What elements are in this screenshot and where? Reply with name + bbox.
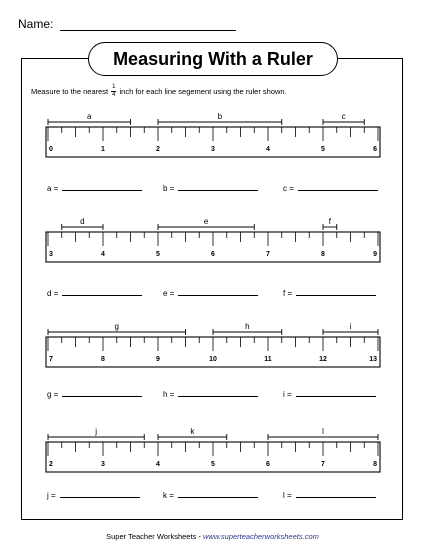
ruler-number: 5: [156, 251, 160, 258]
ruler-number: 12: [319, 356, 327, 363]
ruler-number: 3: [101, 461, 105, 468]
answer-field[interactable]: [47, 388, 142, 399]
answer-blank[interactable]: [178, 287, 258, 296]
answer-blank[interactable]: [296, 489, 376, 498]
segment-label: e: [203, 217, 209, 226]
answer-blank[interactable]: [62, 182, 142, 191]
ruler-number: 2: [49, 461, 53, 468]
ruler-number: 4: [156, 461, 160, 468]
answer-field[interactable]: [283, 388, 376, 399]
name-label: Name:: [18, 17, 54, 31]
ruler-number: 5: [211, 461, 215, 468]
answer-label: d =: [47, 289, 59, 298]
ruler-number: 13: [369, 356, 377, 363]
answer-blank[interactable]: [296, 388, 376, 397]
ruler-number: 3: [211, 146, 215, 153]
ruler-number: 8: [101, 356, 105, 363]
segment-label: h: [245, 322, 250, 331]
segment-label: k: [190, 427, 195, 436]
ruler-number: 6: [211, 251, 215, 258]
answer-field[interactable]: [47, 287, 142, 298]
ruler-number: 4: [266, 146, 270, 153]
fraction-denominator: 4: [112, 92, 116, 98]
footer: [0, 532, 425, 541]
ruler-number: 7: [266, 251, 270, 258]
answer-blank[interactable]: [62, 388, 142, 397]
segment-label: i: [349, 322, 352, 331]
page-title: Measuring With a Ruler: [113, 48, 313, 69]
answer-label: a =: [47, 184, 59, 193]
ruler-number: 3: [49, 251, 53, 258]
answer-field[interactable]: [283, 489, 376, 500]
answer-label: f =: [283, 289, 293, 298]
footer-url[interactable]: www.superteacherworksheets.com: [202, 532, 319, 541]
answer-label: h =: [163, 390, 175, 399]
answer-field[interactable]: [283, 287, 376, 298]
ruler-number: 8: [321, 251, 325, 258]
ruler-number: 9: [156, 356, 160, 363]
answer-label: k =: [163, 491, 174, 500]
answer-label: b =: [163, 184, 175, 193]
answer-blank[interactable]: [178, 182, 258, 191]
fraction-numerator: 1: [112, 84, 116, 90]
answer-blank[interactable]: [178, 388, 258, 397]
segment-label: a: [87, 112, 92, 121]
answer-label: l =: [283, 491, 292, 500]
answer-blank[interactable]: [62, 287, 142, 296]
answer-label: j =: [47, 491, 56, 500]
ruler-number: 5: [321, 146, 325, 153]
ruler-number: 6: [266, 461, 270, 468]
answer-label: g =: [47, 390, 59, 399]
answer-field[interactable]: [163, 388, 258, 399]
segment-label: j: [95, 427, 98, 436]
ruler-number: 2: [156, 146, 160, 153]
answer-label: e =: [163, 289, 175, 298]
segment-label: d: [80, 217, 85, 226]
answer-field[interactable]: [47, 489, 140, 500]
answer-field[interactable]: [283, 182, 378, 193]
instructions-before: Measure to the nearest: [31, 87, 109, 96]
segment-label: g: [114, 322, 119, 331]
answer-field[interactable]: [163, 182, 258, 193]
ruler-number: 11: [264, 356, 272, 363]
segment-label: b: [217, 112, 223, 121]
ruler-number: 1: [101, 146, 105, 153]
ruler-number: 7: [49, 356, 53, 363]
answer-label: c =: [283, 184, 294, 193]
segment-label: c: [341, 112, 346, 121]
segment-label: f: [328, 217, 331, 226]
answer-label: i =: [283, 390, 292, 399]
ruler-number: 6: [373, 146, 377, 153]
answer-blank[interactable]: [298, 182, 378, 191]
answer-blank[interactable]: [60, 489, 140, 498]
ruler-number: 7: [321, 461, 325, 468]
ruler-number: 10: [209, 356, 217, 363]
answer-field[interactable]: [163, 287, 258, 298]
ruler-number: 0: [49, 146, 53, 153]
footer-brand: Super Teacher Worksheets -: [106, 532, 203, 541]
ruler-number: 9: [373, 251, 377, 258]
instructions-after: inch for each line segement using the ruler shown.: [119, 87, 287, 96]
answer-field[interactable]: [47, 182, 142, 193]
segment-label: l: [322, 427, 324, 436]
ruler-number: 8: [373, 461, 377, 468]
answer-field[interactable]: [163, 489, 258, 500]
ruler-number: 4: [101, 251, 105, 258]
answer-blank[interactable]: [178, 489, 258, 498]
answer-blank[interactable]: [296, 287, 376, 296]
